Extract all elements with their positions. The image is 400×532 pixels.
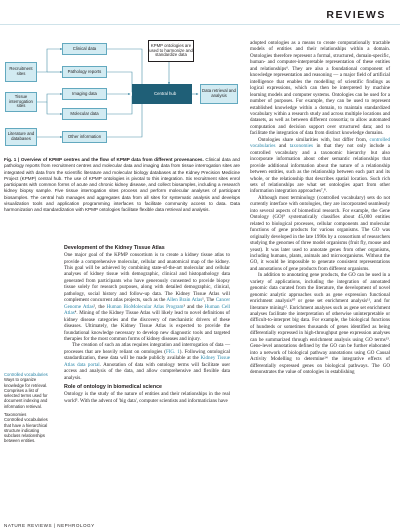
paragraph: Ontologies share similarities with, but differ from, controlled vocabularies and taxonomies in that they not only include a controlled vocabulary and a taxonomic hierarchy but also incorporate information about other semantic relationships that provide additional information about the nature of a relationship between entities, such as the relationship between each part and its whole, or the relationship that describes spatial location. Such rich sets of relationships are what set ontologies apart from other information integration approaches⁷,⁸.: [250, 136, 391, 195]
glossary-definition: Ways to organize knowledge for retrieval. Comprises a list of selected terms used for document indexing and information retrieval.: [4, 377, 48, 409]
section-header: REVIEWS: [326, 9, 386, 21]
journal-footer: NATURE REVIEWS | NEPHROLOGY: [4, 523, 95, 528]
molecular-data-box: Molecular data: [62, 108, 107, 120]
paragraph: The creation of such an atlas requires integration and interrogation of data — processes that are heavily reliant on ontologies (FIG. 1). Following ontological standardization, these data will be made publicly available at the Kidney Tissue Atlas data portal. Annotation of data with ontology terms will facilitate user access and analysis of the data, and allow comprehensive and flexible data analysis.: [64, 342, 231, 381]
paragraph: In addition to annotating gene products, the GO can be used in a variety of applications, including the integration of annotated genomic data curated from the literature, the development of novel genomic analytic approaches such as gene expression functional enrichment analysis¹⁰ or gene set enrichment analysis¹¹, and for literature mining¹². Enrichment analyses such as gene set enrichment analyses facilitate the interpretation of otherwise uninterpretable or difficult-to-interpret big data. For example, the biological functions of hundreds or sometimes thousands of genes identified as being differentially expressed in high-throughput gene expression analyses can be summarized through enrichment analysis using GO terms¹³. Gene-level annotations defined by the GO can be further elaborated into a network of biological pathway annotations using GO Causal Activity Modelling to determine¹⁴ the integrative effects of differentially expressed genes on biological pathways. The GO demonstrates the value of ontologies in establishing: [250, 272, 390, 376]
paragraph: Ontology is the study of the nature of entities and their relationships in the real world⁵. With the advent of 'big data', computer scientists and informaticians have: [64, 391, 230, 404]
figure-1-link[interactable]: FIG. 1: [165, 348, 180, 355]
cancer-genome-atlas-link[interactable]: Cancer Genome Atlas: [64, 297, 231, 310]
right-column: [250, 40, 390, 376]
header-rule: [0, 24, 400, 25]
human-cell-atlas-link[interactable]: Human Cell Atlas: [64, 303, 230, 317]
section-heading: Role of ontology in biomedical science: [64, 384, 163, 391]
caption-label: Fig. 1 | Overview of KPMP centres and the flow of KPMP data from different provenances.: [4, 157, 204, 162]
section-heading: Development of the Kidney Tissue Atlas: [64, 245, 165, 251]
data-retrieval-box: Data retrieval and analysis: [200, 84, 238, 104]
literature-databases-box: Literature and databases: [5, 128, 37, 146]
paragraph: One major goal of the KPMP consortium is to create a kidney tissue atlas to provide a comprehensive molecular, cellular and anatomical map of the kidney. This goal will be achieved by combining state-of-the-art molecular and cellular analyses of kidney tissue with demographic, clinical and histopathology data generated from participants who have generously consented to provide biopsy tissue solely for research purposes, along with detailed demographic, clinical, pathology, social history and follow-up data. The Kidney Tissue Atlas will complement concurrent atlas projects, such as the Allen Brain Atlas¹, The Cancer Genome Atlas², the Human BioMolecular Atlas Program³ and the Human Cell Atlas⁴. Mining of the Kidney Tissue Atlas will likely lead to novel definitions of kidney disease categories and the discovery of mechanistic drivers of these diseases. Ultimately, the Kidney Tissue Atlas is expected to provide the foundational knowledge necessary to develop new diagnostic tools and targeted therapies for the most common forms of kidney diseases and injury.: [64, 252, 231, 342]
caption-body: Clinical data and pathology reports from recruitment centres and molecular data and imaging data from tissue interrogation sites are integrated with data from the scientific literature and molecular biology databases at the Kidney Precision Medicine Project (KPMP) central hub. The use of KPMP ontologies is pivotal to this integration. Six recruitment sites enrol participants with common forms of acute and chronic kidney disease, and collect biosamples, including a research kidney biopsy sample. Five tissue interrogation sites process and perform molecular analyses of participant biosamples. The central hub manages and aggregates data from all sites for systematic analysis and develops visualization tools and application programming interfaces to facilitate community access to data. Data harmonization and standardization with KPMP ontologies facilitate flexible data retrieval and analysis.: [4, 157, 240, 213]
hubmap-link[interactable]: Human BioMolecular Atlas Program: [106, 303, 184, 310]
pathology-reports-box: Pathology reports: [62, 66, 107, 78]
controlled-vocabularies-link[interactable]: controlled vocabularies: [250, 136, 390, 150]
data-portal-link[interactable]: Kidney Tissue Atlas data portal: [64, 355, 230, 368]
recruitment-sites-box: Recruitment sites: [5, 62, 37, 82]
other-information-box: Other information: [62, 131, 107, 143]
figure-caption: [4, 157, 240, 214]
paragraph: adopted ontologies as a means to create computationally tractable models of entities and their relationships within a domain. Ontologies therefore represent a formal, structured, domain-specific, human- and computer-interpretable representation of these entities and relationships⁶. They are also a foundational component of knowledge representation and reasoning — a major field of artificial intelligence that enables the modelling of scientific findings as logical expressions, which can then be interpreted by machine learning models and computer systems. Ontologies can be used for a number of purposes. For example, they can be used to represent established knowledge within a domain, to maintain standardized vocabulary within a research study and across multiple locations and datasets, as well as between different consortia; to allow automated computation and decision support over structured data; and to facilitate the integration of data from distinct knowledge domains.: [250, 40, 390, 137]
figure-1: [4, 36, 240, 148]
tissue-interrogation-sites-box: Tissue interrogation sites: [5, 92, 37, 112]
imaging-data-box: Imaging data: [62, 88, 107, 100]
left-column: [64, 245, 230, 404]
paragraph: Although most terminology (controlled vocabulary) sets do not currently interface with ontologies, they are incorporated seamlessly into several aspects of biomedical research. For example, the Gene Ontology (GO)⁹ systematically classifies about 45,000 entities related to biological processes, cellular components and molecular functions of gene products for various organisms. The GO was originally developed in the late 1990s by a consortium of researchers studying the genomes of three model organisms (fruit fly, mouse and yeast). It was later used to annotate genes from other organisms, including humans, plants, animals and microorganisms. Without the GO, it would be impossible to generate consistent representations and annotations of gene products from different organisms.: [250, 194, 390, 272]
glossary-term: Taxonomies: [4, 412, 27, 417]
glossary-definition: Controlled vocabularies that have a hierarchical structure indicating subclass relationships between entities.: [4, 417, 48, 444]
glossary-term: Controlled vocabularies: [4, 372, 48, 377]
glossary-controlled-vocabularies: [4, 372, 54, 409]
taxonomies-link[interactable]: taxonomies: [289, 143, 314, 150]
glossary-taxonomies: [4, 412, 54, 444]
ontologies-note-box: KPMP ontologies are used to harmonize and standardize data: [148, 40, 194, 62]
clinical-data-box: Clinical data: [62, 43, 107, 55]
central-hub-box: Central hub: [132, 84, 192, 104]
allen-brain-atlas-link[interactable]: Allen Brain Atlas: [166, 297, 203, 304]
